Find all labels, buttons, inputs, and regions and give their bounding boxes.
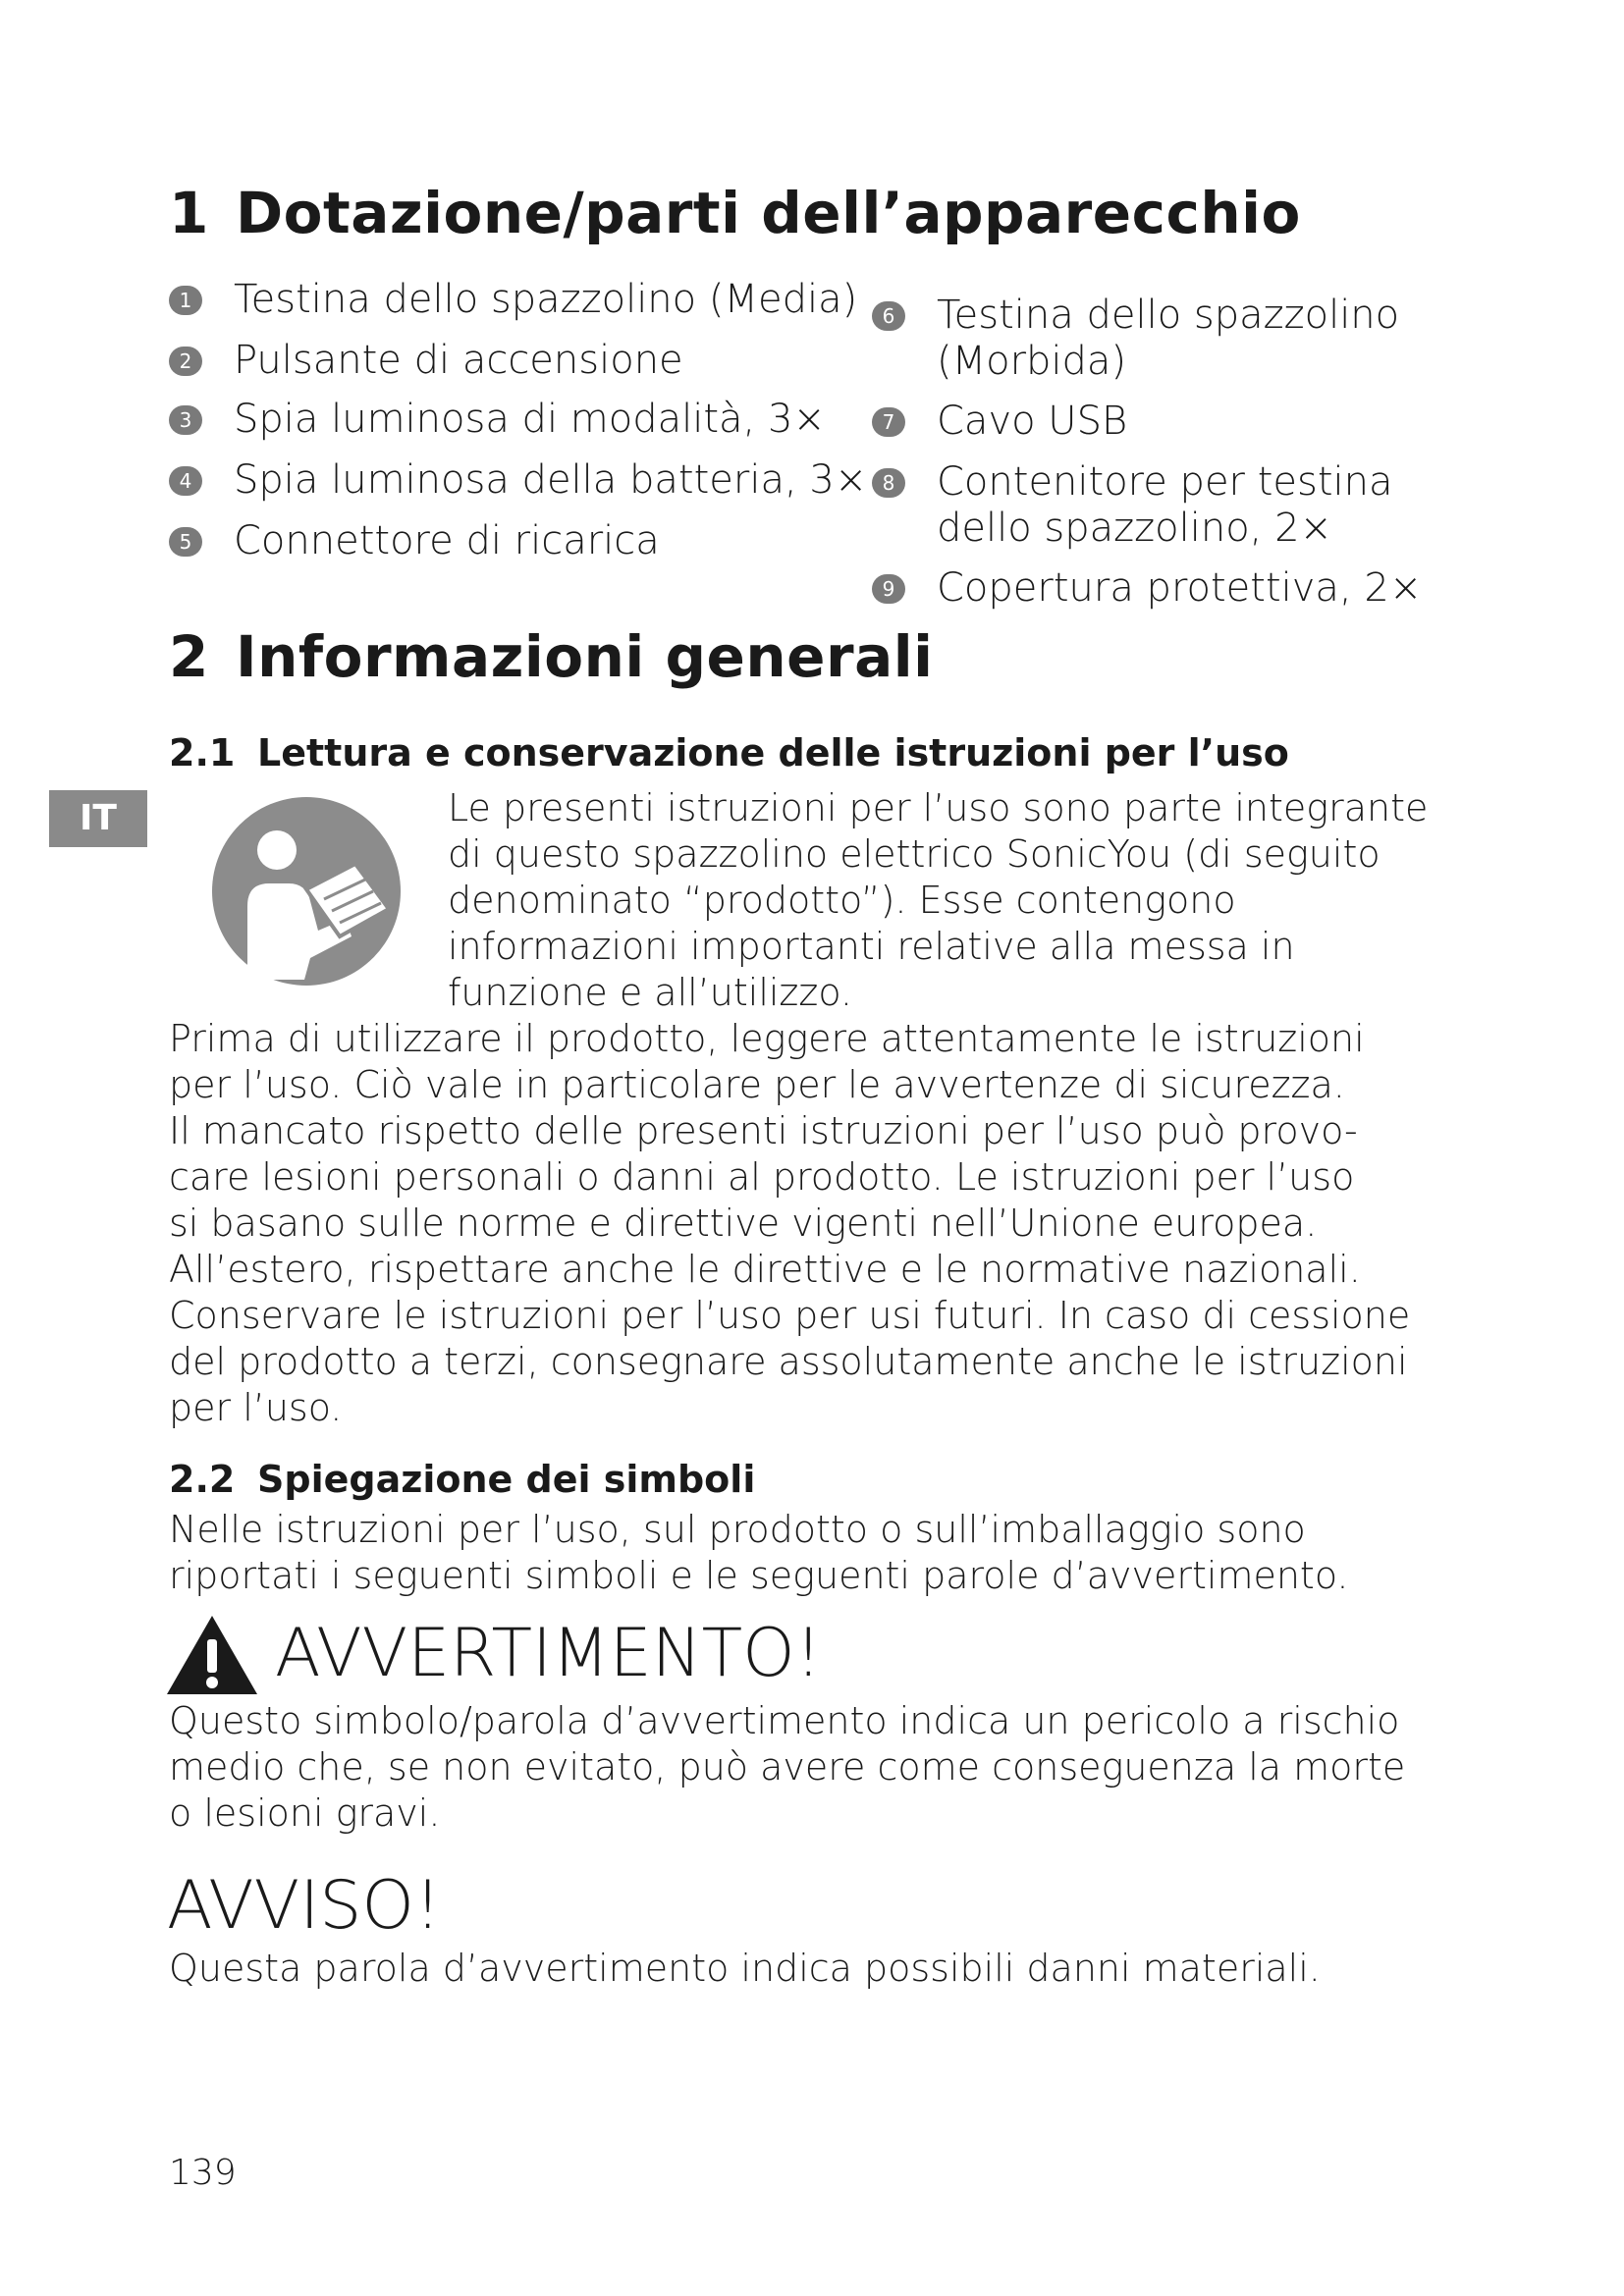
text-line: Questo simbolo/parola d’avvertimento indica un pericolo a rischio	[169, 1699, 1400, 1742]
section-1-heading	[169, 180, 1301, 246]
text-line: del prodotto a terzi, consegnare assolutamente anche le istruzioni	[169, 1340, 1408, 1383]
text-line: All’estero, rispettare anche le direttive e le normative nazionali.	[169, 1248, 1361, 1291]
read-manual-icon	[208, 793, 405, 989]
text-line: Prima di utilizzare il prodotto, leggere attentamente le istruzioni	[169, 1017, 1365, 1060]
warning-heading	[165, 1610, 1049, 1698]
subsection-2-1-heading	[169, 731, 1289, 774]
text-line: per l’uso. Ciò vale in particolare per le avvertenze di sicurezza.	[169, 1063, 1345, 1106]
section-1-title: Dotazione/parti dell’apparecchio	[236, 180, 1301, 246]
text-line: medio che, se non evitato, può avere come conseguenza la morte	[169, 1745, 1406, 1789]
subsection-2-2-heading	[169, 1458, 756, 1501]
item-number-badge: 6	[872, 301, 905, 331]
notice-label: AVVISO!	[167, 1867, 442, 1945]
text-line: riportati i seguenti simboli e le seguenti parole d’avvertimento.	[169, 1554, 1349, 1597]
section-2-title: Informazioni generali	[236, 623, 934, 690]
subsection-2-2-title: Spiegazione dei simboli	[257, 1458, 756, 1501]
item-label: Pulsante di accensione	[234, 338, 683, 383]
warning-text	[169, 1698, 1445, 1837]
parts-list-left	[169, 277, 868, 581]
text-line: per l’uso.	[169, 1386, 343, 1429]
text-line: denominato “prodotto”). Esse contengono	[448, 879, 1236, 922]
item-label: Copertura protettiva, 2×	[937, 565, 1423, 611]
text-line: funzione e all’utilizzo.	[448, 971, 852, 1014]
item-label: Cavo USB	[937, 399, 1128, 444]
text-line: Conservare le istruzioni per l’uso per usi futuri. In caso di cessione	[169, 1294, 1411, 1337]
item-number-badge: 4	[169, 466, 202, 496]
item-label: Contenitore per testina	[937, 459, 1393, 505]
parts-list-right	[872, 293, 1422, 626]
section-1-number: 1	[169, 180, 209, 246]
text-line: o lesioni gravi.	[169, 1791, 441, 1835]
text-line: informazioni importanti relative alla messa in	[448, 925, 1295, 968]
subsection-2-2-body	[169, 1507, 1445, 1599]
subsection-2-1-title: Lettura e conservazione delle istruzioni per l’uso	[257, 731, 1289, 774]
section-2-heading	[169, 623, 934, 690]
subsection-2-1-body	[169, 1016, 1445, 1431]
item-number-badge: 5	[169, 527, 202, 557]
text-line: Le presenti istruzioni per l’uso sono parte integrante	[448, 786, 1429, 829]
item-label: Spia luminosa di modalità, 3×	[234, 397, 826, 442]
text-line: si basano sulle norme e direttive vigenti nell’Unione europea.	[169, 1201, 1318, 1245]
item-label: Testina dello spazzolino	[937, 293, 1400, 338]
language-tab: IT	[49, 790, 147, 847]
text-line: di questo spazzolino elettrico SonicYou (di seguito	[448, 832, 1380, 876]
item-label-continued: (Morbida)	[937, 339, 1127, 384]
subsection-2-2-number: 2.2	[169, 1458, 236, 1501]
item-label: Testina dello spazzolino (Media)	[234, 277, 858, 322]
item-number-badge: 7	[872, 407, 905, 437]
subsection-2-1-intro	[448, 785, 1430, 1016]
text-line: care lesioni personali o danni al prodotto. Le istruzioni per l’uso	[169, 1155, 1355, 1199]
warning-label: AVVERTIMENTO!	[275, 1615, 822, 1692]
item-number-badge: 2	[169, 347, 202, 376]
item-label: Connettore di ricarica	[234, 518, 660, 563]
section-2-number: 2	[169, 623, 209, 690]
text-line: Il mancato rispetto delle presenti istruzioni per l’uso può provo-	[169, 1109, 1358, 1152]
notice-text: Questa parola d’avvertimento indica possibili danni materiali.	[169, 1947, 1321, 1990]
page-number: 139	[169, 2153, 237, 2193]
subsection-2-1-number: 2.1	[169, 731, 236, 774]
item-label: Spia luminosa della batteria, 3×	[234, 457, 868, 503]
warning-triangle-icon	[165, 1614, 259, 1696]
item-number-badge: 8	[872, 468, 905, 498]
item-number-badge: 9	[872, 574, 905, 604]
item-number-badge: 1	[169, 286, 202, 315]
text-line: Nelle istruzioni per l’uso, sul prodotto o sull’imballaggio sono	[169, 1508, 1306, 1551]
item-label-continued: dello spazzolino, 2×	[937, 506, 1333, 551]
item-number-badge: 3	[169, 405, 202, 435]
